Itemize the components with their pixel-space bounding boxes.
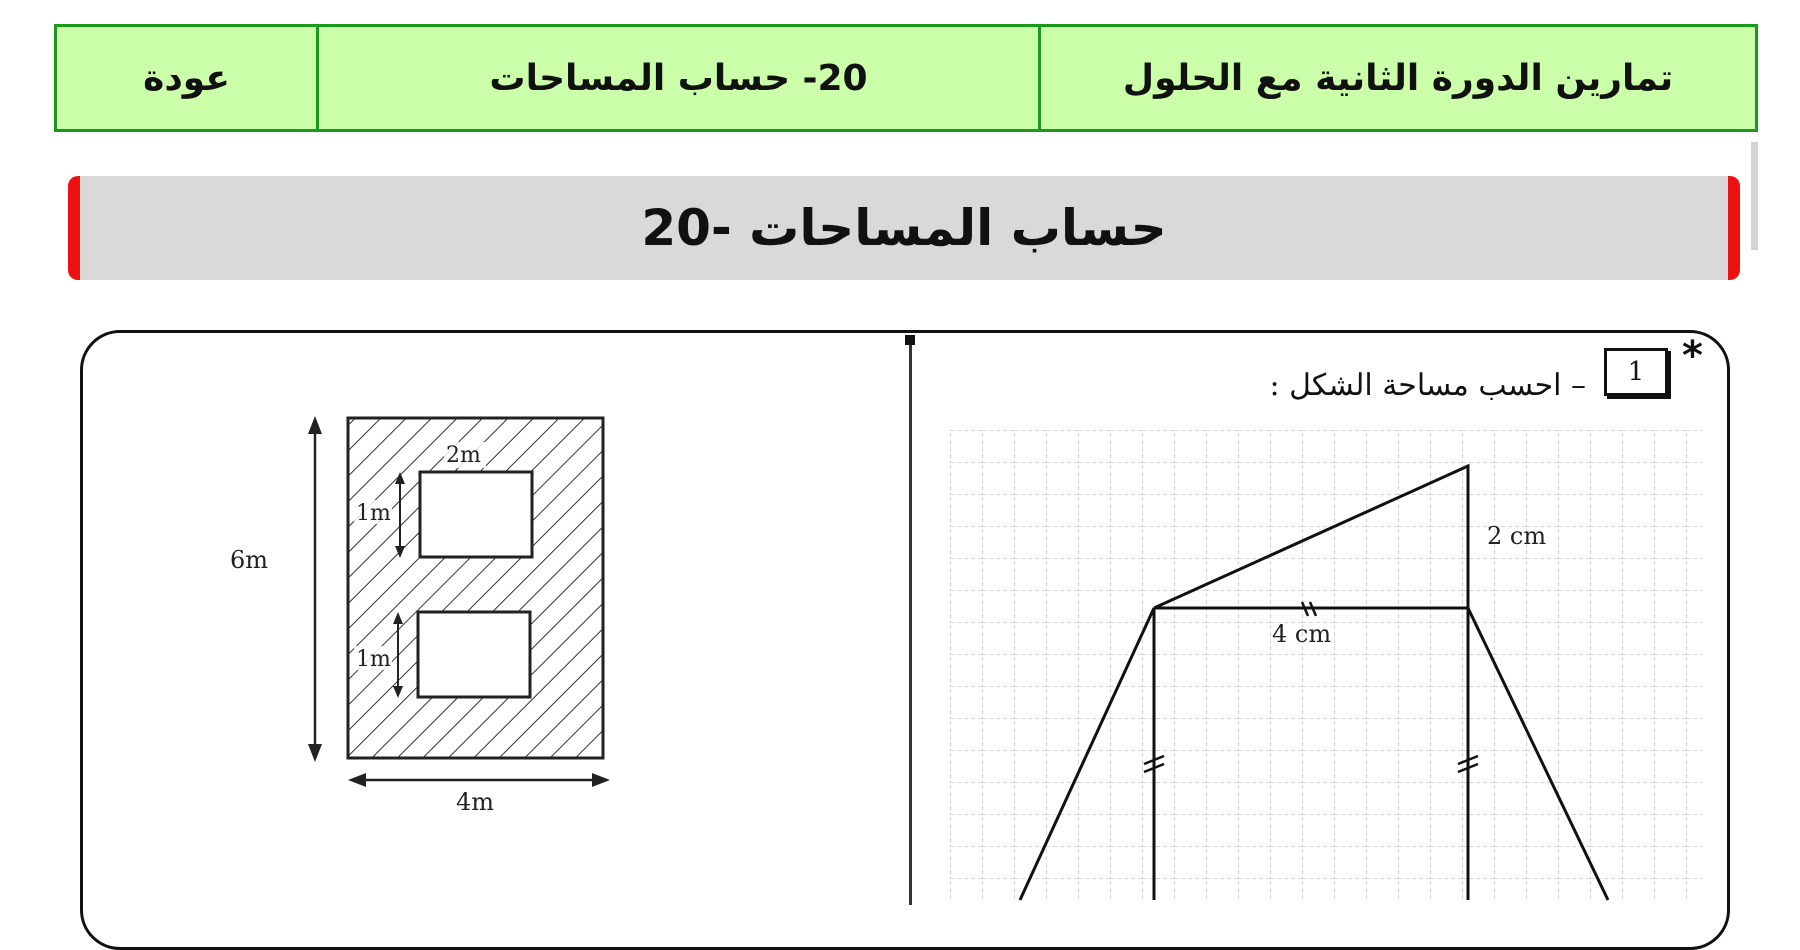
height-label: 6m (230, 546, 269, 574)
width-label: 4m (456, 788, 495, 816)
triangle-height-label: 2 cm (1487, 522, 1547, 550)
frame-divider (909, 335, 912, 905)
wall-with-windows-figure (220, 400, 640, 830)
exercise-star-marker: * (1682, 333, 1703, 379)
page-title: حساب المساحات -20 (68, 176, 1740, 280)
divider-dot (905, 335, 915, 345)
nav-topic-link[interactable]: 20- حساب المساحات (316, 24, 1041, 132)
nav-series-link[interactable]: تمارين الدورة الثانية مع الحلول (1038, 24, 1758, 132)
shape-on-grid-figure (950, 430, 1710, 900)
wall-rectangle (348, 418, 603, 758)
back-button[interactable]: عودة (54, 24, 319, 132)
window1-height-label: 1m (356, 501, 391, 526)
window2-height-label: 1m (356, 647, 391, 672)
top-nav-bar (48, 24, 1758, 132)
window-upper (420, 472, 532, 557)
scrollbar[interactable] (1751, 142, 1758, 250)
window-width-label: 2m (446, 443, 481, 468)
grid-background (950, 430, 1702, 900)
window-lower (418, 612, 530, 697)
exercise-instruction: – احسب مساحة الشكل : (1269, 368, 1586, 403)
exercise-number-box: 1 (1604, 348, 1668, 396)
top-side-label: 4 cm (1272, 620, 1332, 648)
